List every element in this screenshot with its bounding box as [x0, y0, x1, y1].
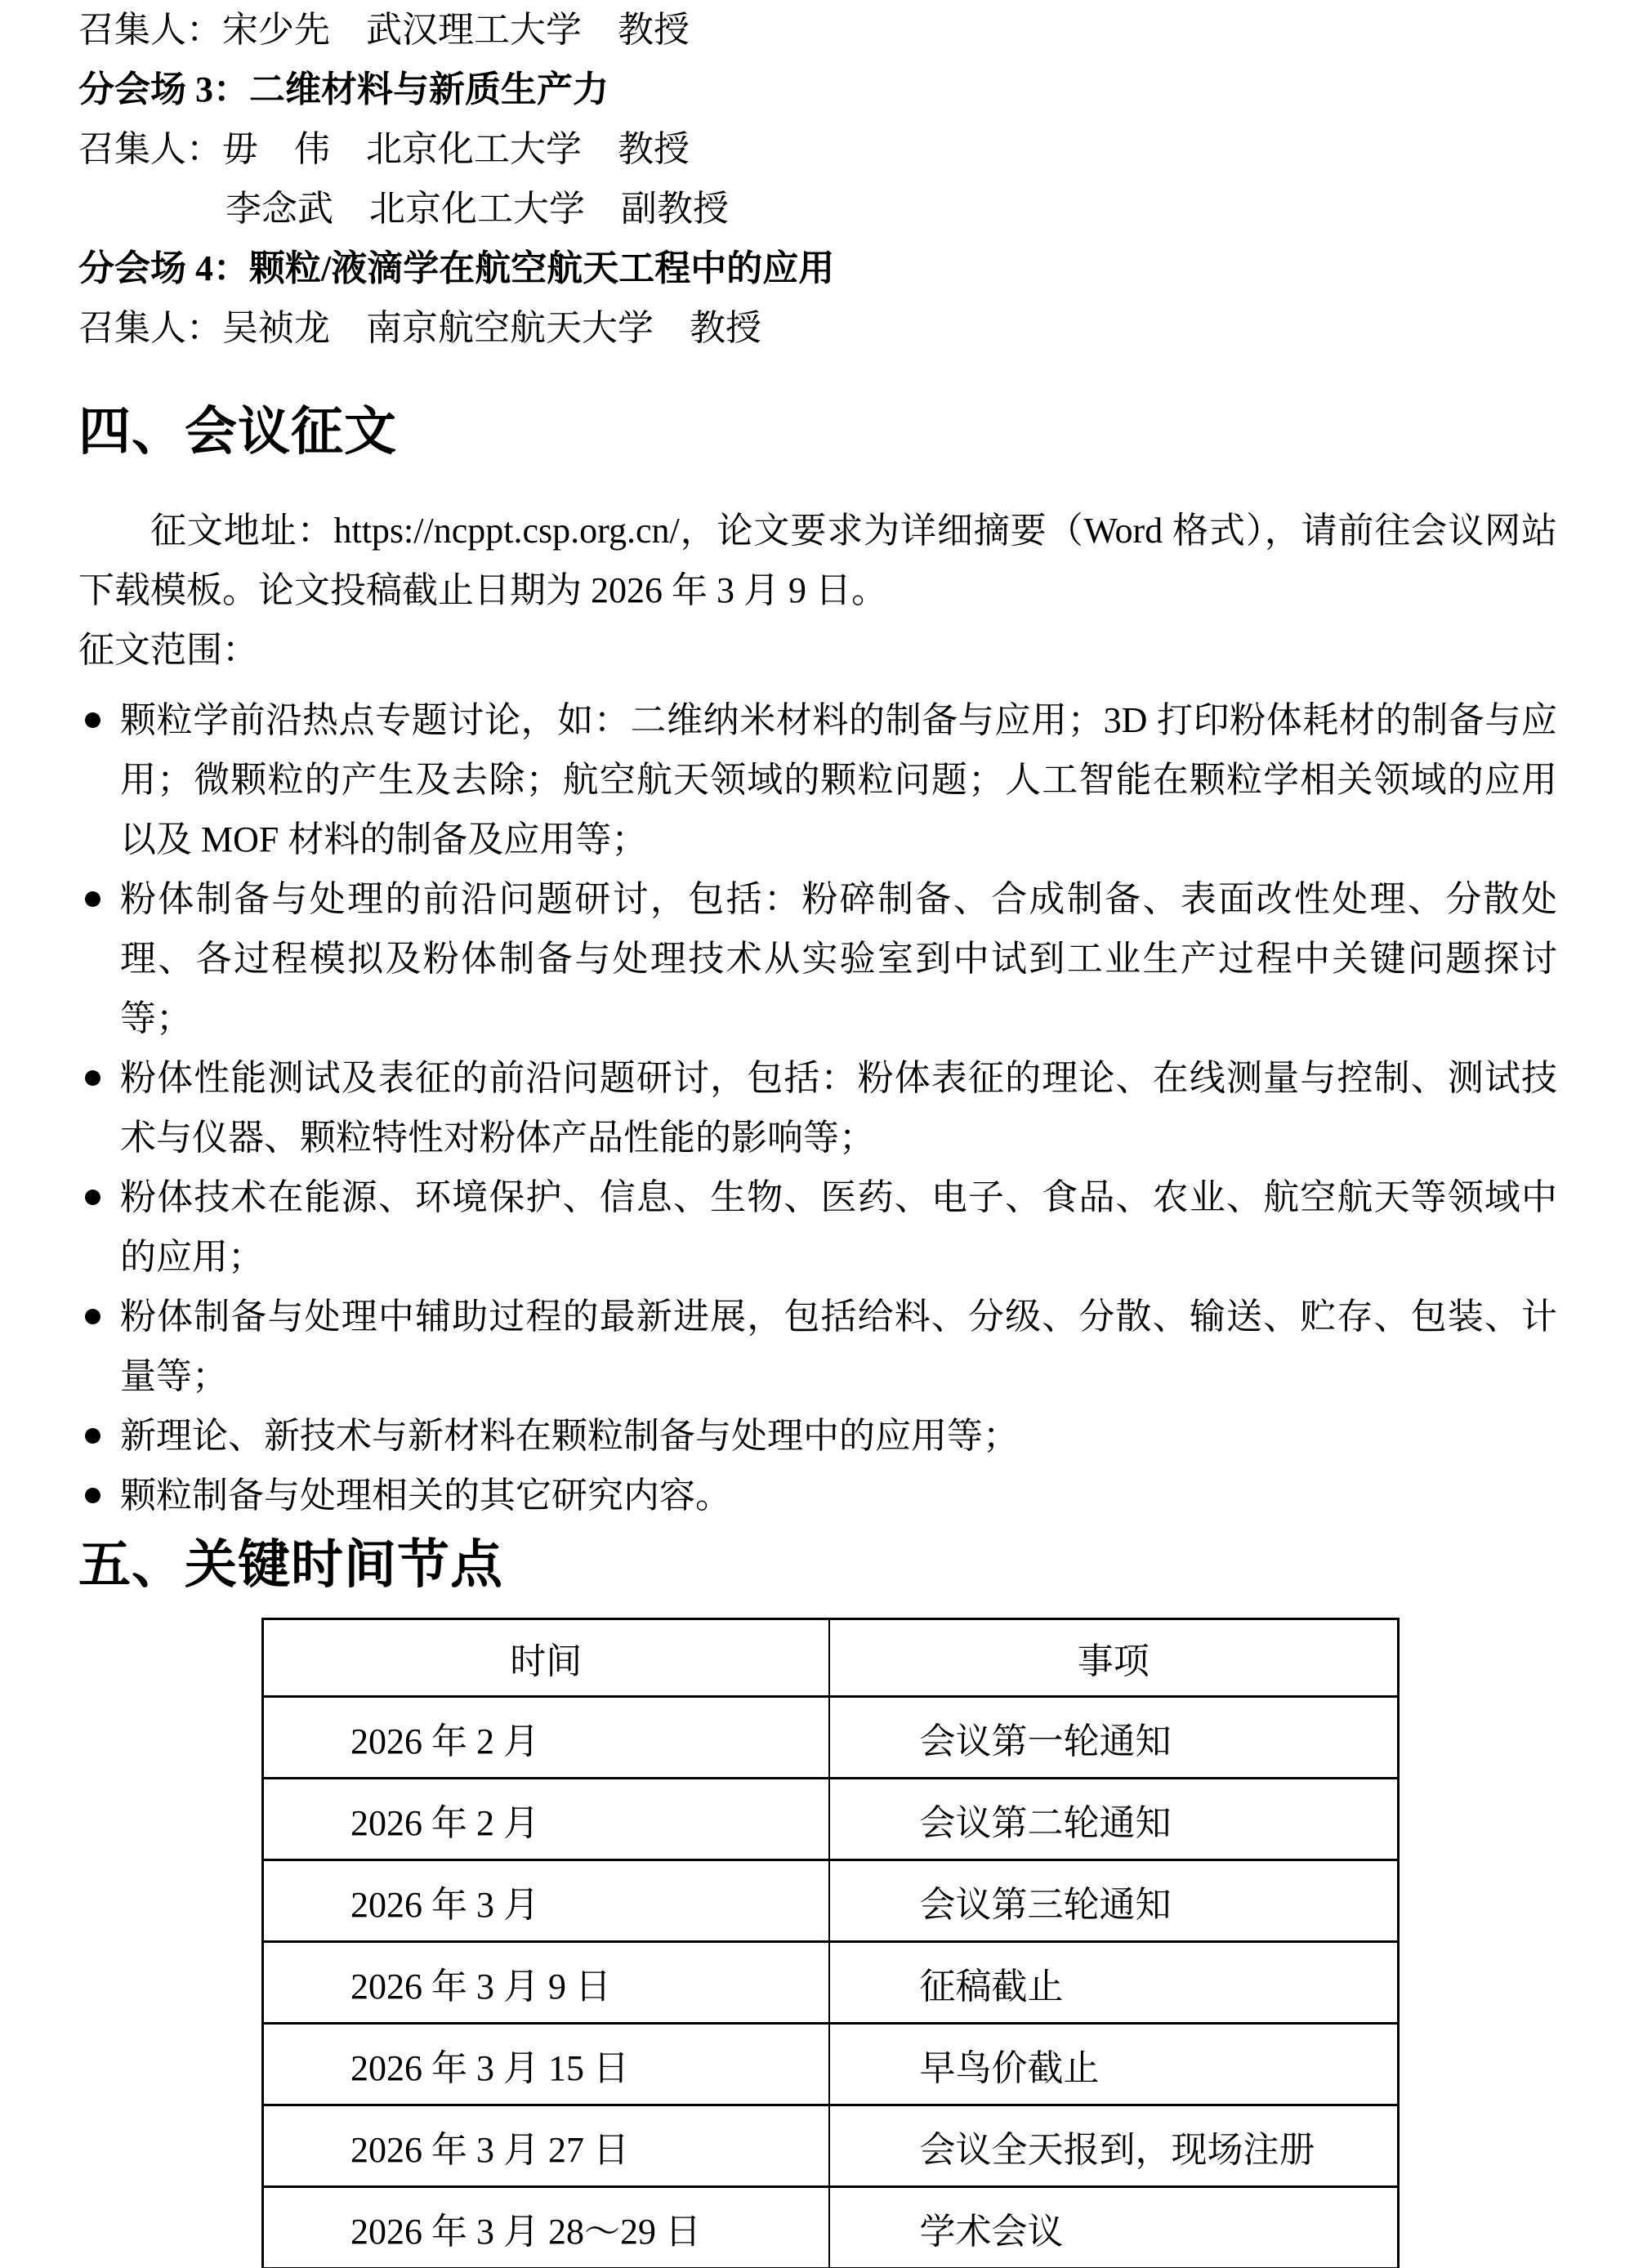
topic-list-item: [78, 690, 1557, 869]
topic-list-item: [78, 869, 1557, 1048]
topic-text: 新理论、新技术与新材料在颗粒制备与处理中的应用等；: [120, 1416, 1019, 1456]
timeline-table: [261, 1618, 1400, 2268]
table-row: [263, 1942, 1399, 2024]
event-cell: 会议全天报到，现场注册: [829, 2105, 1399, 2187]
topic-text: 粉体制备与处理的前沿问题研讨，包括：粉碎制备、合成制备、表面改性处理、分散处理、各过程模拟及粉体制备与处理技术从实验室到中试到工业生产过程中关键问题探讨等；: [120, 879, 1557, 1038]
topic-list-item: [78, 1167, 1557, 1287]
session-3-heading: 分会场 3：二维材料与新质生产力: [78, 69, 609, 109]
topic-list-item: [78, 1466, 1557, 1525]
time-cell: 2026 年 3 月: [263, 1860, 829, 1942]
section-heading-key-dates: 五、关键时间节点: [78, 1535, 503, 1594]
column-header-event: 事项: [829, 1619, 1399, 1697]
column-header-time: 时间: [263, 1619, 829, 1697]
topic-text: 粉体技术在能源、环境保护、信息、生物、医药、电子、食品、农业、航空航天等领域中的应用；: [120, 1177, 1557, 1277]
table-row: [263, 1779, 1399, 1860]
topic-text: 粉体性能测试及表征的前沿问题研讨，包括：粉体表征的理论、在线测量与控制、测试技术与仪器、颗粒特性对粉体产品性能的影响等；: [120, 1058, 1557, 1158]
bullet-icon: [85, 1309, 100, 1324]
table-row: [263, 1860, 1399, 1942]
convener-line-secondary: 李念武 北京化工大学 副教授: [225, 189, 729, 229]
bullet-icon: [85, 1190, 100, 1205]
scope-label: 征文范围：: [78, 630, 258, 670]
event-cell: 学术会议: [829, 2187, 1399, 2268]
time-cell: 2026 年 2 月: [263, 1779, 829, 1860]
session-4-heading: 分会场 4：颗粒/液滴学在航空航天工程中的应用: [78, 248, 835, 288]
topic-text: 颗粒制备与处理相关的其它研究内容。: [120, 1476, 731, 1516]
event-cell: 会议第三轮通知: [829, 1860, 1399, 1942]
call-for-papers-topics-list: [78, 690, 1557, 1525]
topic-list-item: [78, 1048, 1557, 1167]
topic-list-item: [78, 1406, 1557, 1466]
event-cell: 会议第一轮通知: [829, 1697, 1399, 1779]
topic-list-item: [78, 1287, 1557, 1406]
bullet-icon: [85, 1070, 100, 1086]
bullet-icon: [85, 712, 100, 728]
topic-text: 颗粒学前沿热点专题讨论，如：二维纳米材料的制备与应用；3D 打印粉体耗材的制备与应用；微颗粒的产生及去除；航空航天领域的颗粒问题；人工智能在颗粒学相关领域的应用以及 MOF 材料的制备及应用等；: [120, 700, 1557, 859]
event-cell: 征稿截止: [829, 1942, 1399, 2024]
time-cell: 2026 年 3 月 28～29 日: [263, 2187, 829, 2268]
convener-line: 召集人：毋 伟 北京化工大学 教授: [78, 129, 690, 169]
call-for-papers-body: [78, 501, 1557, 680]
convener-line: 召集人：吴祯龙 南京航空航天大学 教授: [78, 308, 761, 348]
bullet-icon: [85, 1488, 100, 1503]
table-row: [263, 1697, 1399, 1779]
time-cell: 2026 年 3 月 27 日: [263, 2105, 829, 2187]
time-cell: 2026 年 2 月: [263, 1697, 829, 1779]
call-for-papers-paragraph: 征文地址：https://ncppt.csp.org.cn/，论文要求为详细摘要（Word 格式），请前往会议网站下载模板。论文投稿截止日期为 2026 年 3 月 9 日。: [78, 511, 1557, 610]
table-header-row: [263, 1619, 1399, 1697]
table-row: [263, 2024, 1399, 2105]
event-cell: 会议第二轮通知: [829, 1779, 1399, 1860]
time-cell: 2026 年 3 月 9 日: [263, 1942, 829, 2024]
table-row: [263, 2105, 1399, 2187]
bullet-icon: [85, 891, 100, 907]
convener-line: 召集人：宋少先 武汉理工大学 教授: [78, 10, 690, 50]
session-conveners-block: [78, 0, 1560, 358]
bullet-icon: [85, 1428, 100, 1444]
topic-text: 粉体制备与处理中辅助过程的最新进展，包括给料、分级、分散、输送、贮存、包装、计量等；: [120, 1297, 1557, 1396]
table-row: [263, 2187, 1399, 2268]
event-cell: 早鸟价截止: [829, 2024, 1399, 2105]
section-heading-call-for-papers: 四、会议征文: [78, 402, 397, 461]
time-cell: 2026 年 3 月 15 日: [263, 2024, 829, 2105]
